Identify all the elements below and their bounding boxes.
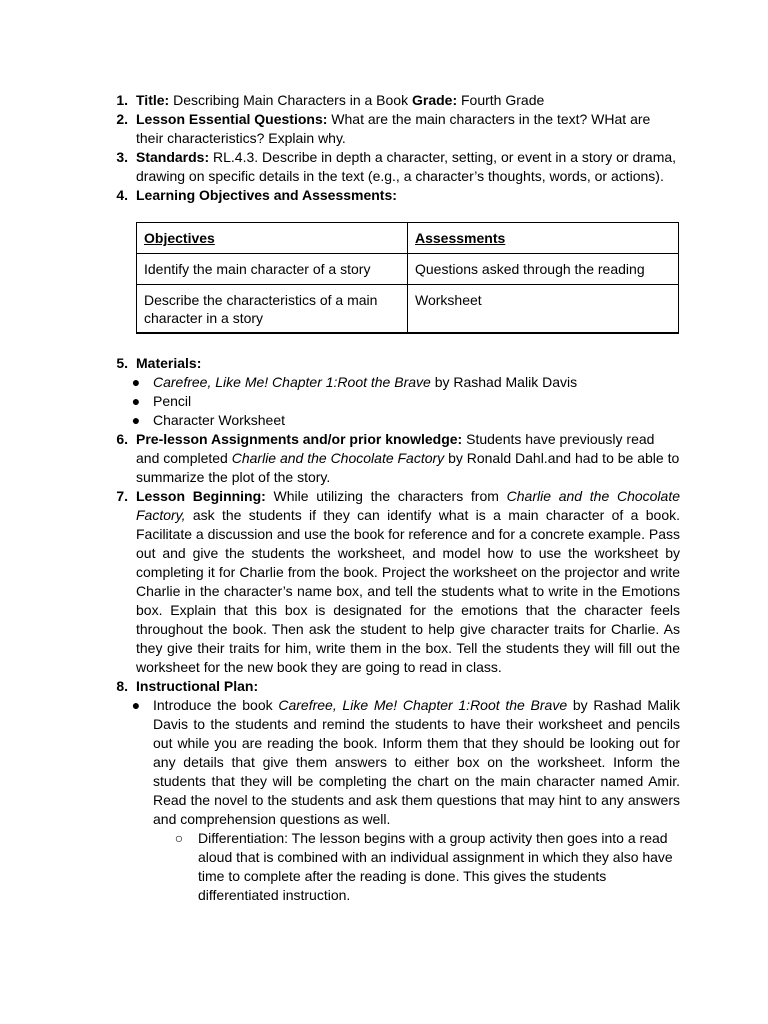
item-number: 6. xyxy=(116,431,128,447)
list-item xyxy=(108,392,680,411)
table-row xyxy=(137,285,679,334)
item-number: 4. xyxy=(116,187,128,203)
material-text: Character Worksheet xyxy=(153,412,286,428)
instructional-text-end: by Rashad Malik Davis to the students and remind the students to have their worksheet and pencils out while you are reading the book. Inform them that they should be looking out for any details that give them answers to either box on the worksheet. Inform the students that they will be completing the chart on the main character named Amir. Read the novel to the students and ask them questions that may hint to any answers and comprehension questions as well. xyxy=(153,697,680,827)
bullet-icon: ● xyxy=(131,393,141,409)
table-header-cell: Assessments xyxy=(408,223,679,254)
prelesson-label: Pre-lesson Assignments and/or prior knowledge: xyxy=(136,431,463,447)
item-number: 2. xyxy=(116,111,128,127)
objectives-label: Learning Objectives and Assessments: xyxy=(136,187,397,203)
item-number: 1. xyxy=(116,92,128,108)
bullet-icon: ● xyxy=(131,697,141,713)
instructional-text: Introduce the book xyxy=(153,697,279,713)
item-essential-questions xyxy=(108,110,680,148)
beginning-text: While utilizing the characters from xyxy=(265,488,507,504)
objectives-table xyxy=(136,222,679,334)
item-materials xyxy=(108,354,680,373)
list-item xyxy=(108,411,680,430)
item-number: 3. xyxy=(116,149,128,165)
bullet-icon: ● xyxy=(131,374,141,390)
table-row xyxy=(137,254,679,285)
item-number: 7. xyxy=(116,488,128,504)
material-book-title: Carefree, Like Me! Chapter 1:Root the Brave xyxy=(153,374,431,390)
title-label: Title: xyxy=(136,92,170,108)
list-item xyxy=(108,696,680,829)
material-book-author: by Rashad Malik Davis xyxy=(430,374,578,390)
item-number: 5. xyxy=(116,355,128,371)
list-item xyxy=(108,829,680,905)
table-cell: Worksheet xyxy=(408,285,679,334)
beginning-label: Lesson Beginning: xyxy=(136,488,266,504)
prelesson-text: Students have previously read and completed xyxy=(136,431,655,466)
standards-label: Standards: xyxy=(136,149,210,165)
list-item xyxy=(108,373,680,392)
prelesson-text-end: by Ronald Dahl.and had to be able to summarize the plot of the story. xyxy=(136,450,680,485)
prelesson-book-title: Charlie and the Chocolate Factory xyxy=(231,450,445,466)
differentiation-text: Differentiation: The lesson begins with a group activity then goes into a read aloud that is combined with an individual assignment in which they also have time to complete after the reading is done. This gives the students differentiated instruction. xyxy=(198,830,673,903)
table-cell: Questions asked through the reading xyxy=(408,254,679,285)
item-instructional-plan xyxy=(108,677,680,696)
beginning-book-title: Charlie and the Chocolate Factory, xyxy=(136,488,680,523)
lesson-plan xyxy=(108,91,680,905)
material-text: Pencil xyxy=(153,393,192,409)
item-prelesson xyxy=(108,430,680,487)
item-objectives xyxy=(108,186,680,205)
table-cell: Describe the characteristics of a main character in a story xyxy=(137,285,408,334)
item-standards xyxy=(108,148,680,186)
table-header-cell: Objectives xyxy=(137,223,408,254)
title-text: Describing Main Characters in a Book xyxy=(169,92,412,108)
table-header-row xyxy=(137,223,679,254)
item-lesson-beginning xyxy=(108,487,680,677)
essential-questions-text: What are the main characters in the text? WHat are their characteristics? Explain why. xyxy=(136,111,651,146)
grade-value: Fourth Grade xyxy=(457,92,545,108)
instructional-label: Instructional Plan: xyxy=(136,678,259,694)
standards-text: RL.4.3. Describe in depth a character, setting, or event in a story or drama, drawing on specific details in the text (e.g., a character’s thoughts, words, or actions). xyxy=(136,149,677,184)
materials-list xyxy=(108,373,680,430)
beginning-text-end: ask the students if they can identify what is a main character of a book. Facilitate a discussion and use the book for reference and for a concrete example. Pass out and give the students the worksheet, and model how to use the worksheet by completing it for Charlie from the book. Project the worksheet on the projector and write Charlie in the character’s name box, and tell the students what to write in the Emotions box. Explain that this box is designated for the emotions that the character feels throughout the book. Then ask the student to help give character traits for Charlie. As they give their traits for him, write them in the box. Tell the students they will fill out the worksheet for the new book they are going to read in class. xyxy=(136,507,680,675)
bullet-icon: ● xyxy=(131,412,141,428)
item-number: 8. xyxy=(116,678,128,694)
table-cell: Identify the main character of a story xyxy=(137,254,408,285)
essential-questions-label: Lesson Essential Questions: xyxy=(136,111,328,127)
materials-label: Materials: xyxy=(136,355,202,371)
grade-label: Grade: xyxy=(411,92,458,108)
instructional-book-title: Carefree, Like Me! Chapter 1:Root the Brave xyxy=(278,697,568,713)
item-title xyxy=(108,91,680,110)
sub-bullet-icon: ○ xyxy=(174,830,184,846)
